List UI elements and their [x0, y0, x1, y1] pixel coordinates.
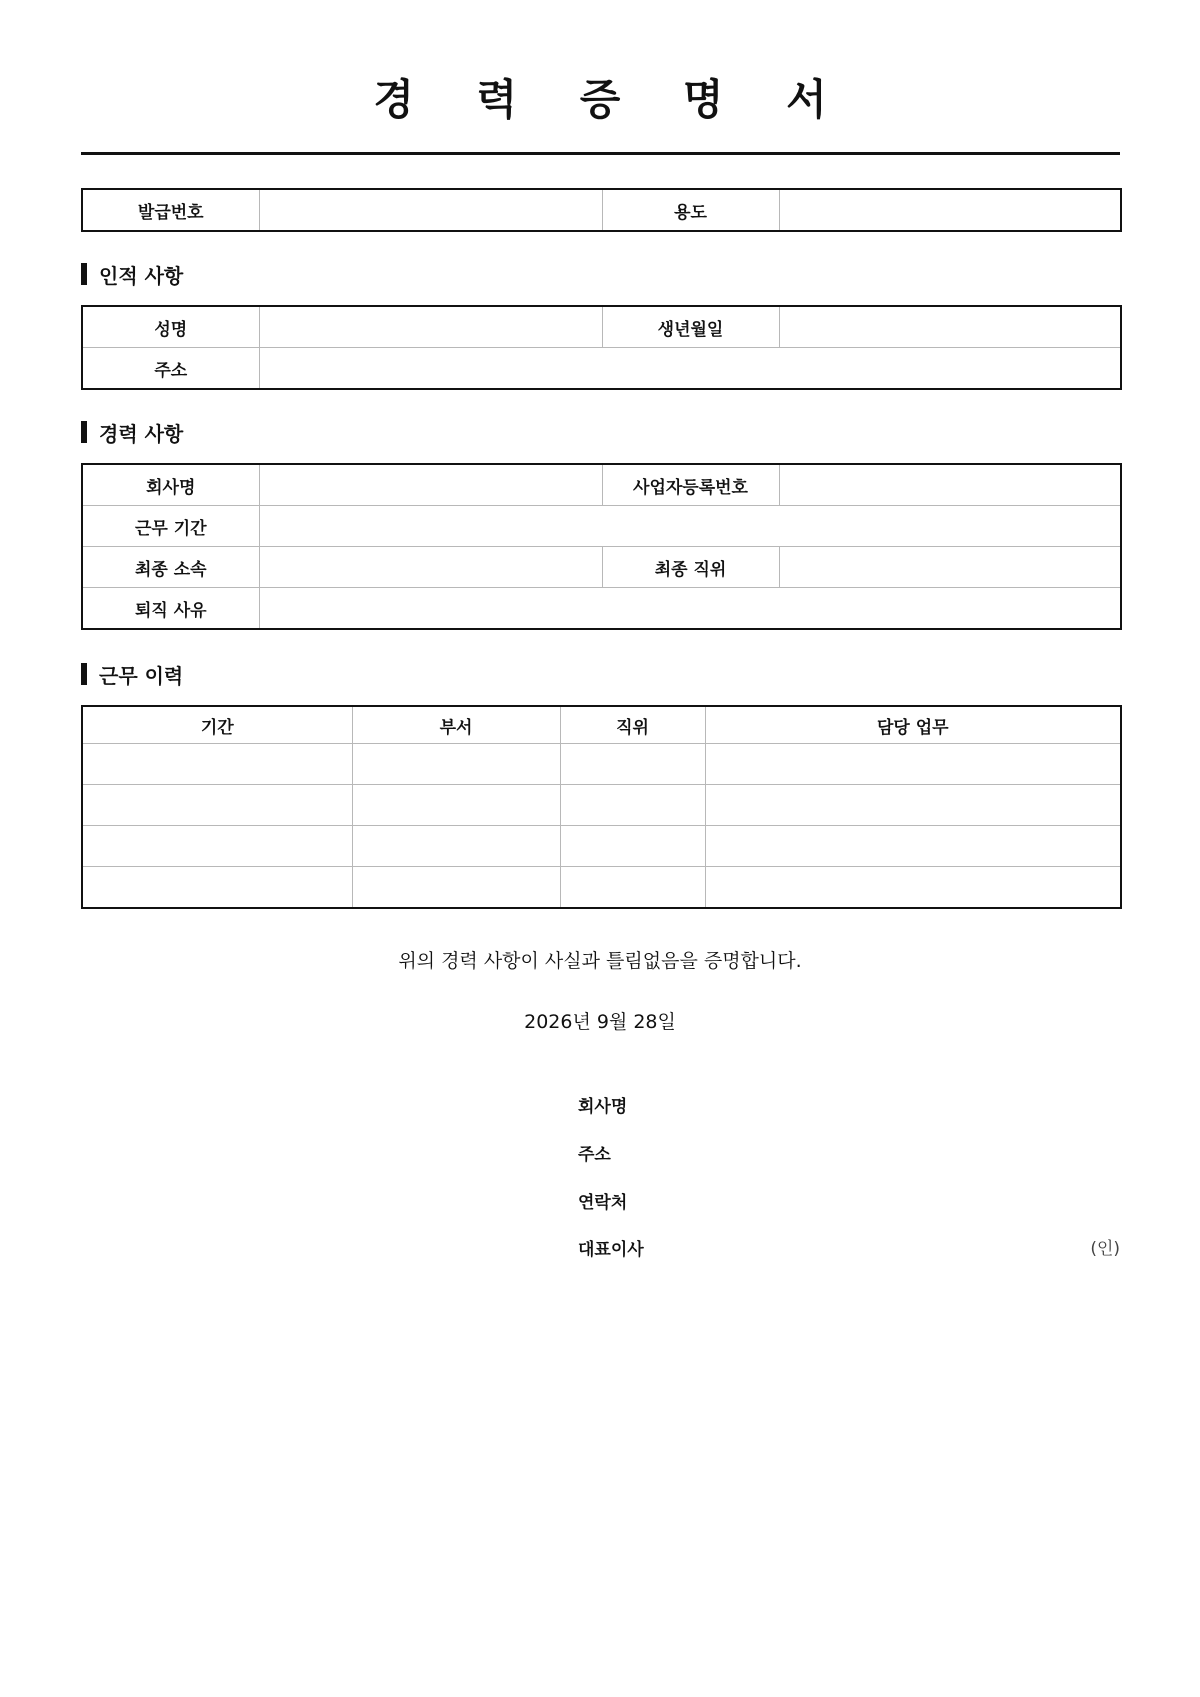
section-marker — [81, 421, 87, 443]
certification-statement: 위의 경력 사항이 사실과 틀림없음을 증명합니다. — [398, 950, 802, 972]
history-cell[interactable] — [82, 744, 352, 785]
section-personal-heading: 인적 사항 — [99, 263, 184, 288]
bizno-label: 사업자등록번호 — [602, 464, 779, 506]
issue-number-field[interactable] — [259, 189, 602, 231]
history-cell[interactable] — [352, 744, 560, 785]
dept-label: 최종 소속 — [82, 547, 259, 588]
history-cell[interactable] — [82, 867, 352, 909]
history-cell[interactable] — [560, 785, 705, 826]
history-col-position: 직위 — [560, 706, 705, 744]
history-cell[interactable] — [705, 867, 1121, 909]
document-title: 경 력 증 명 서 — [373, 75, 851, 124]
section-personal — [81, 262, 183, 286]
personal-table — [81, 305, 1122, 390]
section-career-heading: 경력 사항 — [99, 421, 184, 446]
issue-number-label: 발급번호 — [82, 189, 259, 231]
history-col-period: 기간 — [82, 706, 352, 744]
issue-date: 2026년 9월 28일 — [524, 1011, 676, 1033]
table-row — [82, 785, 1121, 826]
signature-contact-label: 연락처 — [578, 1193, 628, 1213]
position-label: 최종 직위 — [602, 547, 779, 588]
purpose-label: 용도 — [602, 189, 779, 231]
history-cell[interactable] — [352, 826, 560, 867]
signature-company-label: 회사명 — [578, 1097, 628, 1117]
issue-table — [81, 188, 1122, 232]
title-divider — [81, 152, 1120, 155]
history-cell[interactable] — [82, 785, 352, 826]
history-header-row — [82, 706, 1121, 744]
address-field[interactable] — [259, 348, 1121, 390]
dept-field[interactable] — [259, 547, 602, 588]
section-career — [81, 420, 183, 444]
section-marker — [81, 263, 87, 285]
period-field[interactable] — [259, 506, 1121, 547]
history-cell[interactable] — [560, 826, 705, 867]
section-history — [81, 662, 183, 686]
seal-mark: (인) — [1090, 1239, 1120, 1259]
purpose-field[interactable] — [779, 189, 1121, 231]
company-label: 회사명 — [82, 464, 259, 506]
reason-field[interactable] — [259, 588, 1121, 630]
birth-label: 생년월일 — [602, 306, 779, 348]
table-row — [82, 826, 1121, 867]
history-cell[interactable] — [705, 826, 1121, 867]
history-table — [81, 705, 1122, 909]
history-cell[interactable] — [352, 785, 560, 826]
table-row — [82, 744, 1121, 785]
history-col-duty: 담당 업무 — [705, 706, 1121, 744]
period-label: 근무 기간 — [82, 506, 259, 547]
birth-field[interactable] — [779, 306, 1121, 348]
name-field[interactable] — [259, 306, 602, 348]
signature-address-label: 주소 — [578, 1145, 611, 1165]
table-row — [82, 867, 1121, 909]
section-history-heading: 근무 이력 — [99, 663, 184, 688]
history-cell[interactable] — [560, 867, 705, 909]
history-cell[interactable] — [705, 785, 1121, 826]
company-field[interactable] — [259, 464, 602, 506]
section-marker — [81, 663, 87, 685]
history-cell[interactable] — [352, 867, 560, 909]
history-cell[interactable] — [82, 826, 352, 867]
career-table — [81, 463, 1122, 630]
history-cell[interactable] — [705, 744, 1121, 785]
name-label: 성명 — [82, 306, 259, 348]
reason-label: 퇴직 사유 — [82, 588, 259, 630]
history-col-dept: 부서 — [352, 706, 560, 744]
history-cell[interactable] — [560, 744, 705, 785]
bizno-field[interactable] — [779, 464, 1121, 506]
signature-ceo-label: 대표이사 — [578, 1240, 644, 1260]
position-field[interactable] — [779, 547, 1121, 588]
address-label: 주소 — [82, 348, 259, 390]
